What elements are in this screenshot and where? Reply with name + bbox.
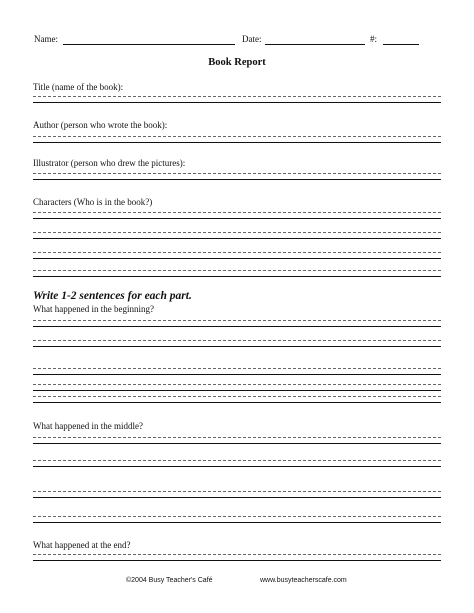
copyright-text: ©2004 Busy Teacher's Café (126, 577, 213, 584)
beginning-line[interactable] (33, 340, 441, 347)
end-prompt: What happened at the end? (33, 540, 131, 550)
number-field[interactable] (383, 44, 419, 45)
characters-line[interactable] (33, 212, 441, 219)
middle-line[interactable] (33, 516, 441, 523)
middle-line[interactable] (33, 491, 441, 498)
name-field[interactable] (63, 44, 235, 45)
beginning-line[interactable] (33, 384, 441, 391)
beginning-line[interactable] (33, 396, 441, 403)
end-line[interactable] (33, 554, 441, 561)
website-link[interactable]: www.busyteacherscafe.com (260, 577, 347, 584)
date-label: Date: (242, 34, 262, 44)
beginning-line[interactable] (33, 320, 441, 327)
number-label: #: (370, 34, 378, 44)
page-title: Book Report (208, 57, 266, 68)
middle-prompt: What happened in the middle? (33, 421, 143, 431)
date-field[interactable] (265, 44, 365, 45)
author-prompt: Author (person who wrote the book): (33, 120, 168, 130)
illustrator-prompt: Illustrator (person who drew the pictures): (33, 158, 186, 168)
name-label: Name: (34, 34, 58, 44)
instruction-heading: Write 1-2 sentences for each part. (33, 290, 192, 302)
characters-line[interactable] (33, 232, 441, 239)
characters-prompt: Characters (Who is in the book?) (33, 197, 153, 207)
author-line[interactable] (33, 136, 441, 143)
beginning-prompt: What happened in the beginning? (33, 304, 154, 314)
book-title-line[interactable] (33, 96, 441, 103)
middle-line[interactable] (33, 437, 441, 444)
illustrator-line[interactable] (33, 173, 441, 180)
characters-line[interactable] (33, 270, 441, 277)
middle-line[interactable] (33, 460, 441, 467)
characters-line[interactable] (33, 252, 441, 259)
book-title-prompt: Title (name of the book): (33, 82, 124, 92)
beginning-line[interactable] (33, 368, 441, 375)
